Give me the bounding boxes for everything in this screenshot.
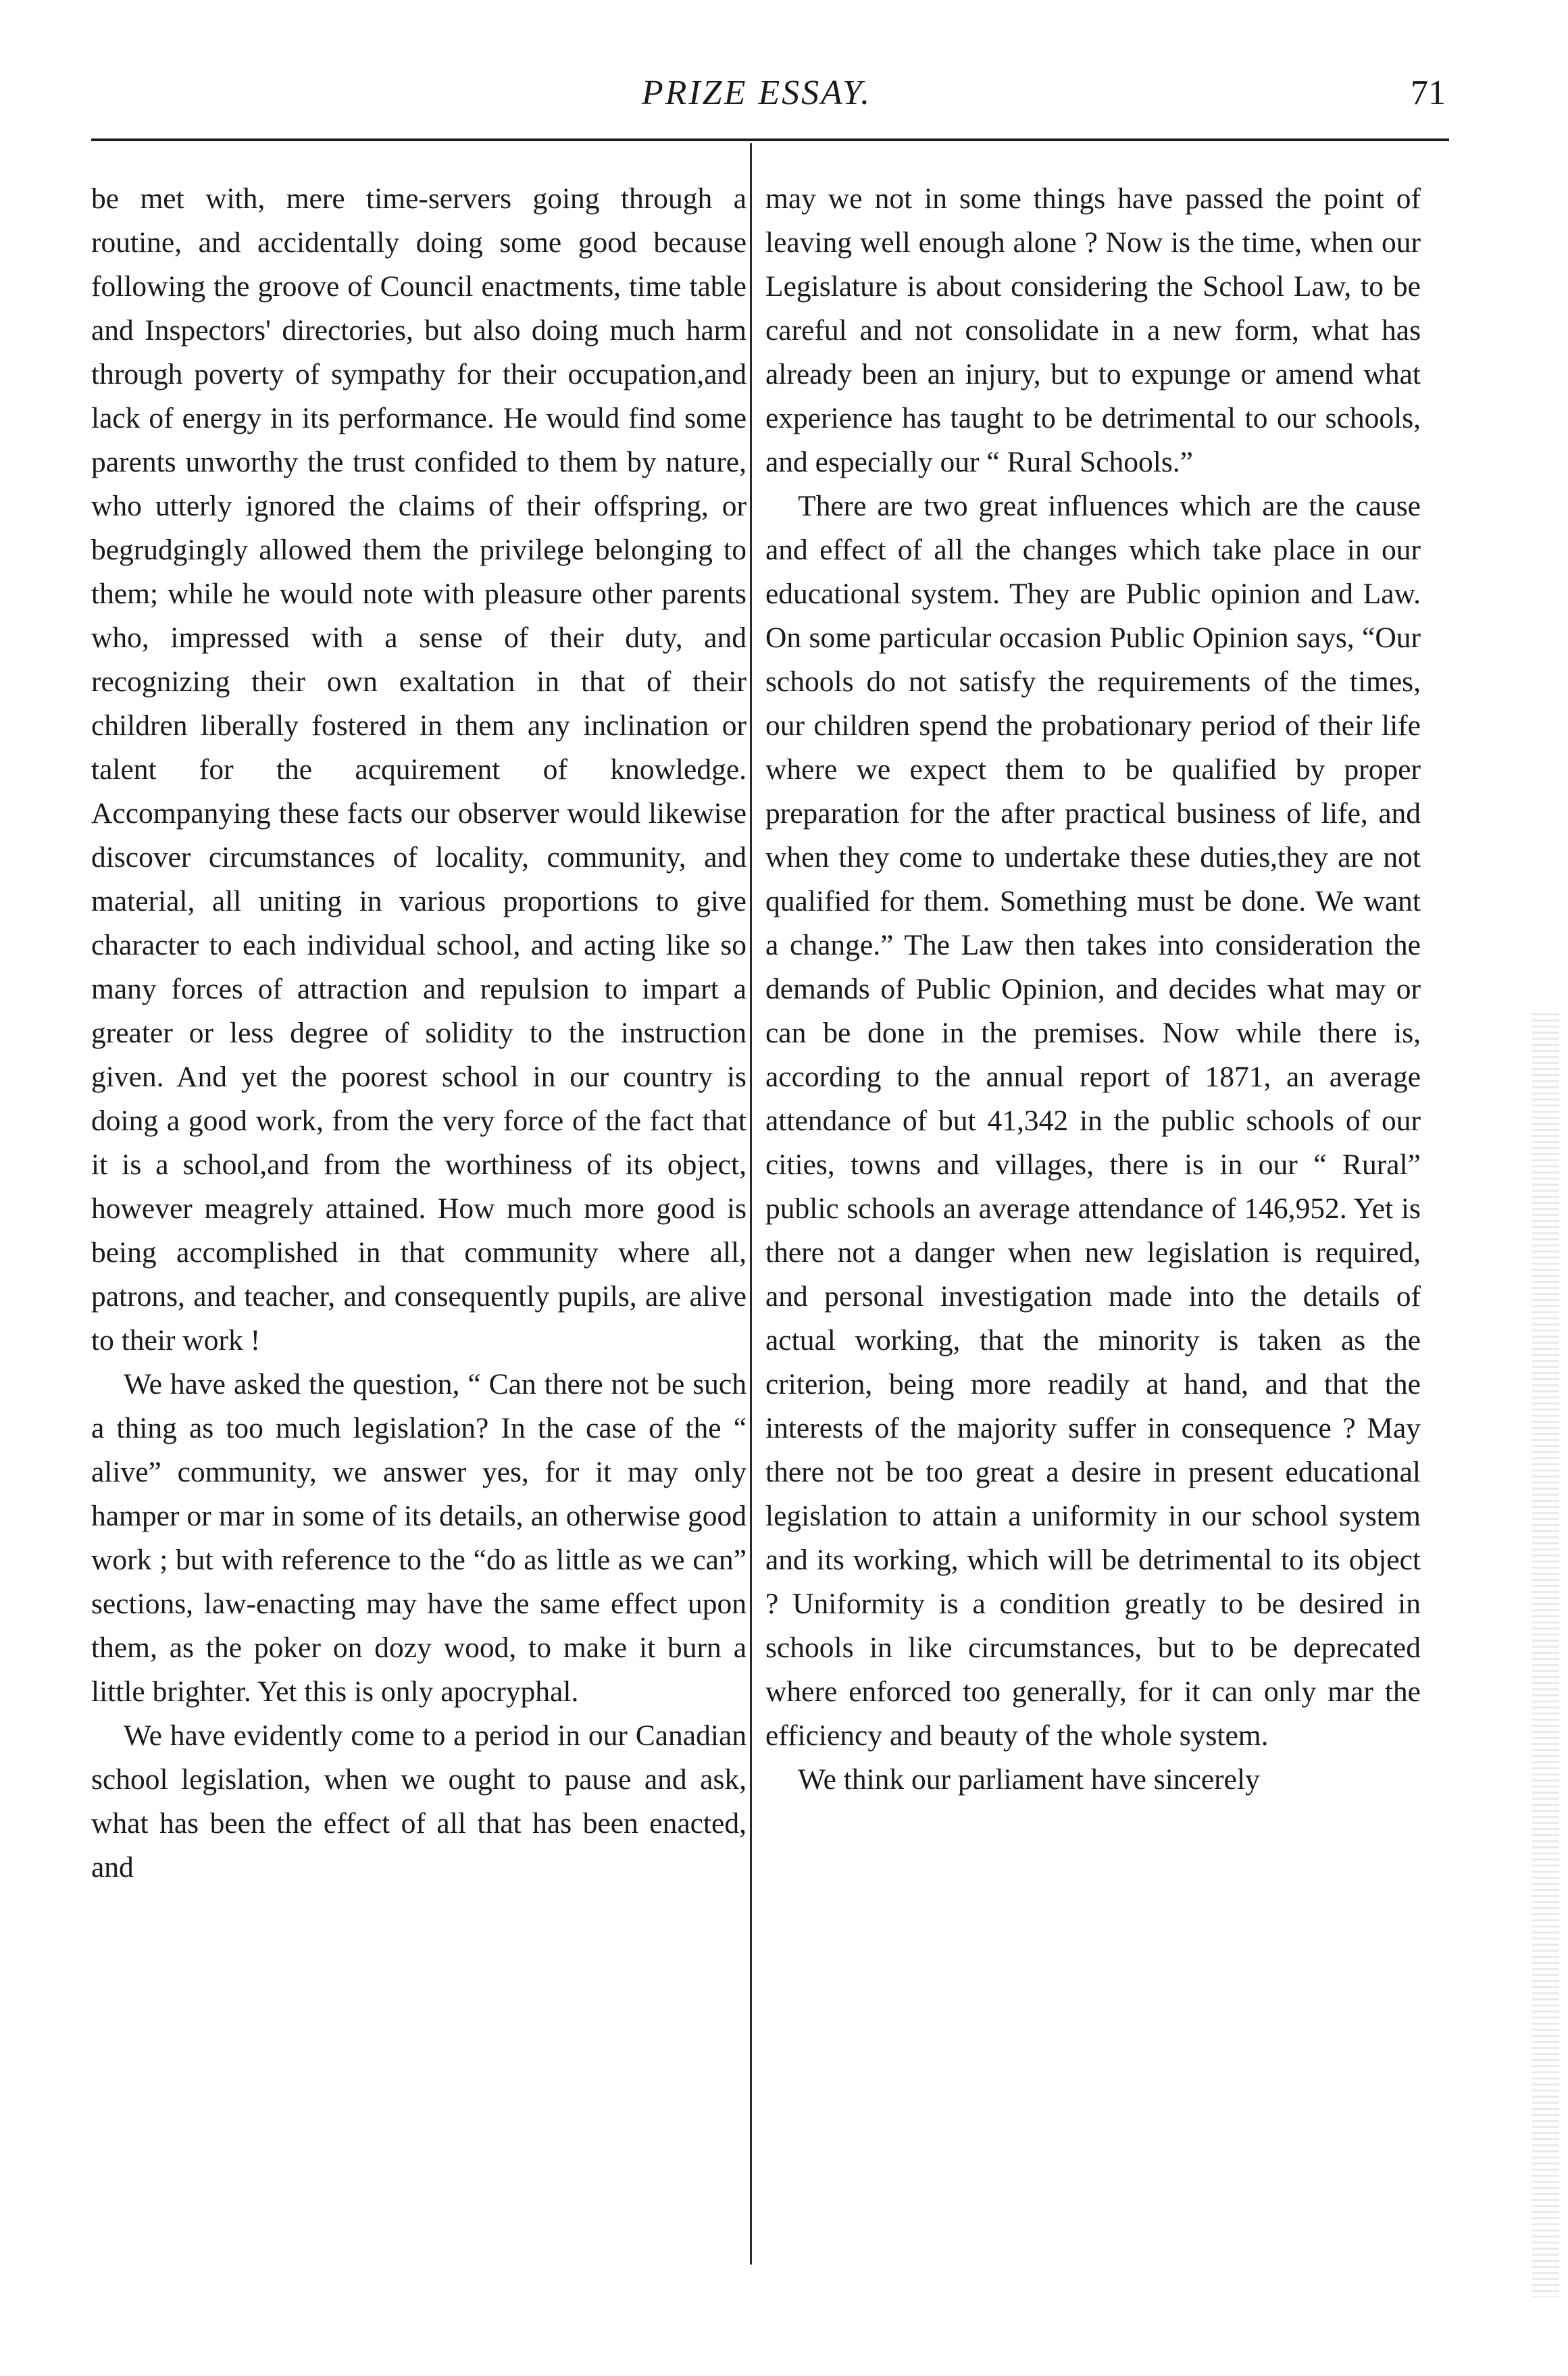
paragraph: We have asked the question, “ Can there not be such a thing as too much legislation? In the case of the “ alive” community, we answer yes, for it may only hamper or mar in some of its details, an otherwise good work ; but with reference to the “do as little as we can” sections, law-enacting may have the same effect upon them, as the poker on dozy wood, to make it burn a little brighter. Yet this is only apocryphal. (91, 1368, 747, 1708)
left-column (91, 177, 747, 1890)
page-edge-speckle (1532, 1013, 1559, 2297)
page-header (81, 73, 1446, 127)
paragraph: may we not in some things have passed the point of leaving well enough alone ? Now is the time, when our Legislature is about considering the School Law, to be careful and not consolidate in a new form, what has already been an injury, but to expunge or amend what experience has taught to be detrimental to our schools, and especially our “ Rural Schools.” (765, 182, 1421, 478)
paragraph: We have evidently come to a period in our Canadian school legislation, when we ought to pause and ask, what has been the effect of all that has been enacted, and (91, 1719, 747, 1884)
page-number: 71 (1411, 74, 1446, 112)
header-rule (91, 138, 1449, 141)
paragraph: There are two great influences which are the cause and effect of all the changes which take place in our educational system. They are Public opinion and Law. On some particular occasion Public Opinion says, “Our schools do not satisfy the requirements of the times, our children spend the probationary period of their life where we expect them to be qualified by proper preparation for the after practical business of life, and when they come to undertake these duties,they are not qualified for them. Something must be done. We want a change.” The Law then takes into consideration the demands of Public Opinion, and decides what may or can be done in the premises. Now while there is, according to the annual report of 1871, an average attendance of but 41,342 in the public schools of our cities, towns and villages, there is in our “ Rural” public schools an average attendance of 146,952. Yet is there not a danger when new legislation is required, and personal investigation made into the details of actual working, that the minority is taken as the criterion, being more readily at hand, and that the interests of the majority suffer in consequence ? May there not be too great a desire in present educational legislation to attain a uniformity in our school system and its working, which will be detrimental to its object ? Uniformity is a condition greatly to be desired in schools in like circumstances, but to be deprecated where enforced too generally, for it can only mar the efficiency and beauty of the whole system. (765, 490, 1421, 1752)
running-title: PRIZE ESSAY. (641, 74, 872, 112)
paragraph: We think our parliament have sincerely (798, 1763, 1260, 1796)
column-divider (750, 143, 752, 2265)
right-column (765, 177, 1421, 1802)
paragraph: be met with, mere time-servers going through a routine, and accidentally doing some good because following the groove of Council enactments, time table and Inspectors' directories, but also doing much harm through poverty of sympathy for their occupation,and lack of energy in its performance. He would find some parents unworthy the trust confided to them by nature, who utterly ignored the claims of their offspring, or begrudgingly allowed them the privilege belonging to them; while he would note with pleasure other parents who, impressed with a sense of their duty, and recognizing their own exaltation in that of their children liberally fostered in them any inclination or talent for the acquirement of knowledge. Accompanying these facts our observer would likewise discover circumstances of locality, community, and material, all uniting in various proportions to give character to each individual school, and acting like so many forces of attraction and repulsion to impart a greater or less degree of solidity to the instruction given. And yet the poorest school in our country is doing a good work, from the very force of the fact that it is a school,and from the worthiness of its object, however meagrely attained. How much more good is being accomplished in that community where all, patrons, and teacher, and consequently pupils, are alive to their work ! (91, 182, 747, 1357)
